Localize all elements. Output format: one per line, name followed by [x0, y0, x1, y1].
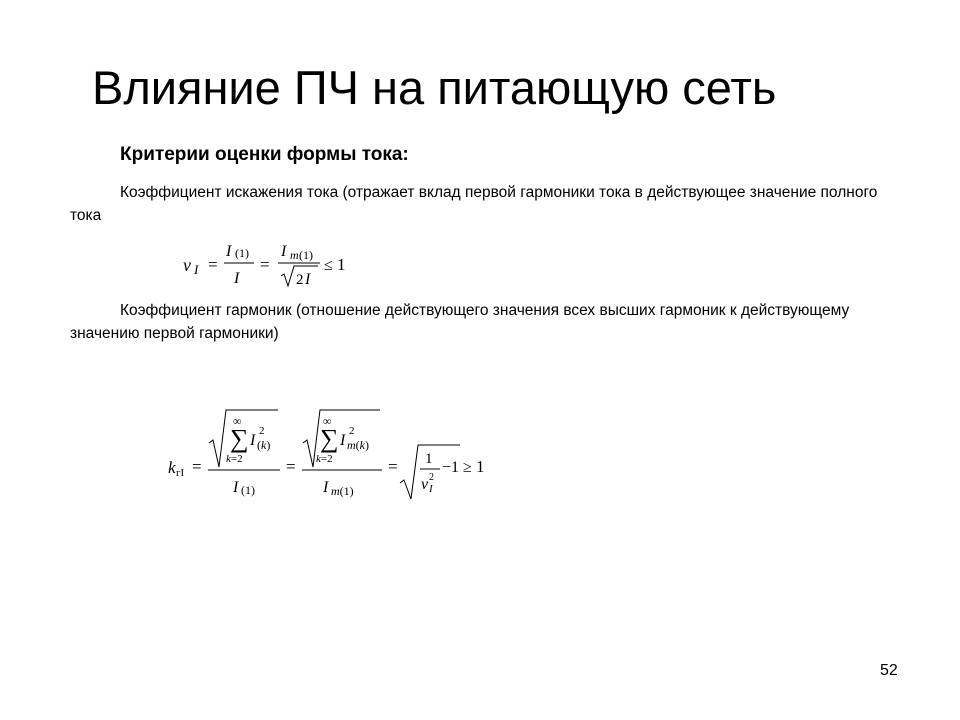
- svg-text:k=2: k=2: [316, 453, 333, 465]
- harmonic-coefficient-description: Коэффициент гармоник (отношение действующего значения всех высших гармоник к действующему значению первой гармоники): [70, 302, 850, 342]
- svg-text:I: I: [226, 243, 232, 260]
- svg-text:m(k): m(k): [347, 438, 369, 452]
- formula-distortion-coefficient: [180, 236, 380, 301]
- slide-title: Влияние ПЧ на питающую сеть: [92, 61, 777, 114]
- svg-text:k: k: [168, 458, 176, 477]
- svg-text:I: I: [429, 483, 433, 495]
- formula-distortion-svg: [180, 236, 380, 296]
- svg-text:m: m: [290, 248, 299, 262]
- svg-text:2: 2: [429, 472, 434, 483]
- formula-harmonic-coefficient: [160, 405, 500, 510]
- svg-text:(1): (1): [235, 246, 249, 260]
- svg-text:k=2: k=2: [226, 453, 243, 465]
- distortion-coefficient-description: Коэффициент искажения тока (отражает вклад первой гармоники тока в действующее значение полного тока: [70, 184, 878, 224]
- svg-text:(1): (1): [241, 483, 255, 497]
- svg-text:∑: ∑: [320, 424, 339, 453]
- svg-text:ν: ν: [183, 255, 191, 275]
- svg-text:I: I: [281, 243, 287, 260]
- svg-text:m(1): m(1): [331, 484, 354, 498]
- svg-text:≤: ≤: [324, 257, 333, 274]
- svg-text:∞: ∞: [323, 414, 332, 428]
- svg-text:гI: гI: [176, 467, 185, 479]
- svg-text:2: 2: [349, 425, 355, 437]
- svg-text:≥: ≥: [463, 459, 472, 476]
- svg-text:I: I: [234, 270, 240, 287]
- svg-text:ν: ν: [421, 476, 429, 493]
- svg-text:=: =: [208, 255, 218, 274]
- svg-text:1: 1: [337, 255, 346, 274]
- svg-text:I: I: [233, 479, 239, 496]
- svg-text:−1: −1: [442, 459, 460, 476]
- criteria-heading: Критерии оценки формы тока:: [120, 144, 409, 165]
- svg-text:(k): (k): [257, 438, 271, 452]
- svg-text:I: I: [250, 432, 256, 449]
- svg-text:∑: ∑: [230, 424, 249, 453]
- svg-text:2: 2: [296, 272, 304, 288]
- svg-text:=: =: [260, 255, 270, 274]
- svg-text:∞: ∞: [233, 414, 242, 428]
- svg-text:=: =: [192, 457, 202, 476]
- svg-text:=: =: [286, 457, 296, 476]
- page-number: 52: [880, 662, 898, 679]
- svg-text:=: =: [388, 457, 398, 476]
- svg-text:I: I: [194, 262, 199, 277]
- svg-text:(1): (1): [299, 248, 313, 262]
- svg-text:I: I: [305, 271, 311, 288]
- svg-text:1: 1: [425, 451, 433, 467]
- formula-harmonic-svg: [160, 405, 500, 505]
- svg-text:1: 1: [476, 457, 485, 476]
- svg-text:2: 2: [259, 425, 265, 437]
- svg-text:I: I: [340, 432, 346, 449]
- svg-text:I: I: [323, 479, 329, 496]
